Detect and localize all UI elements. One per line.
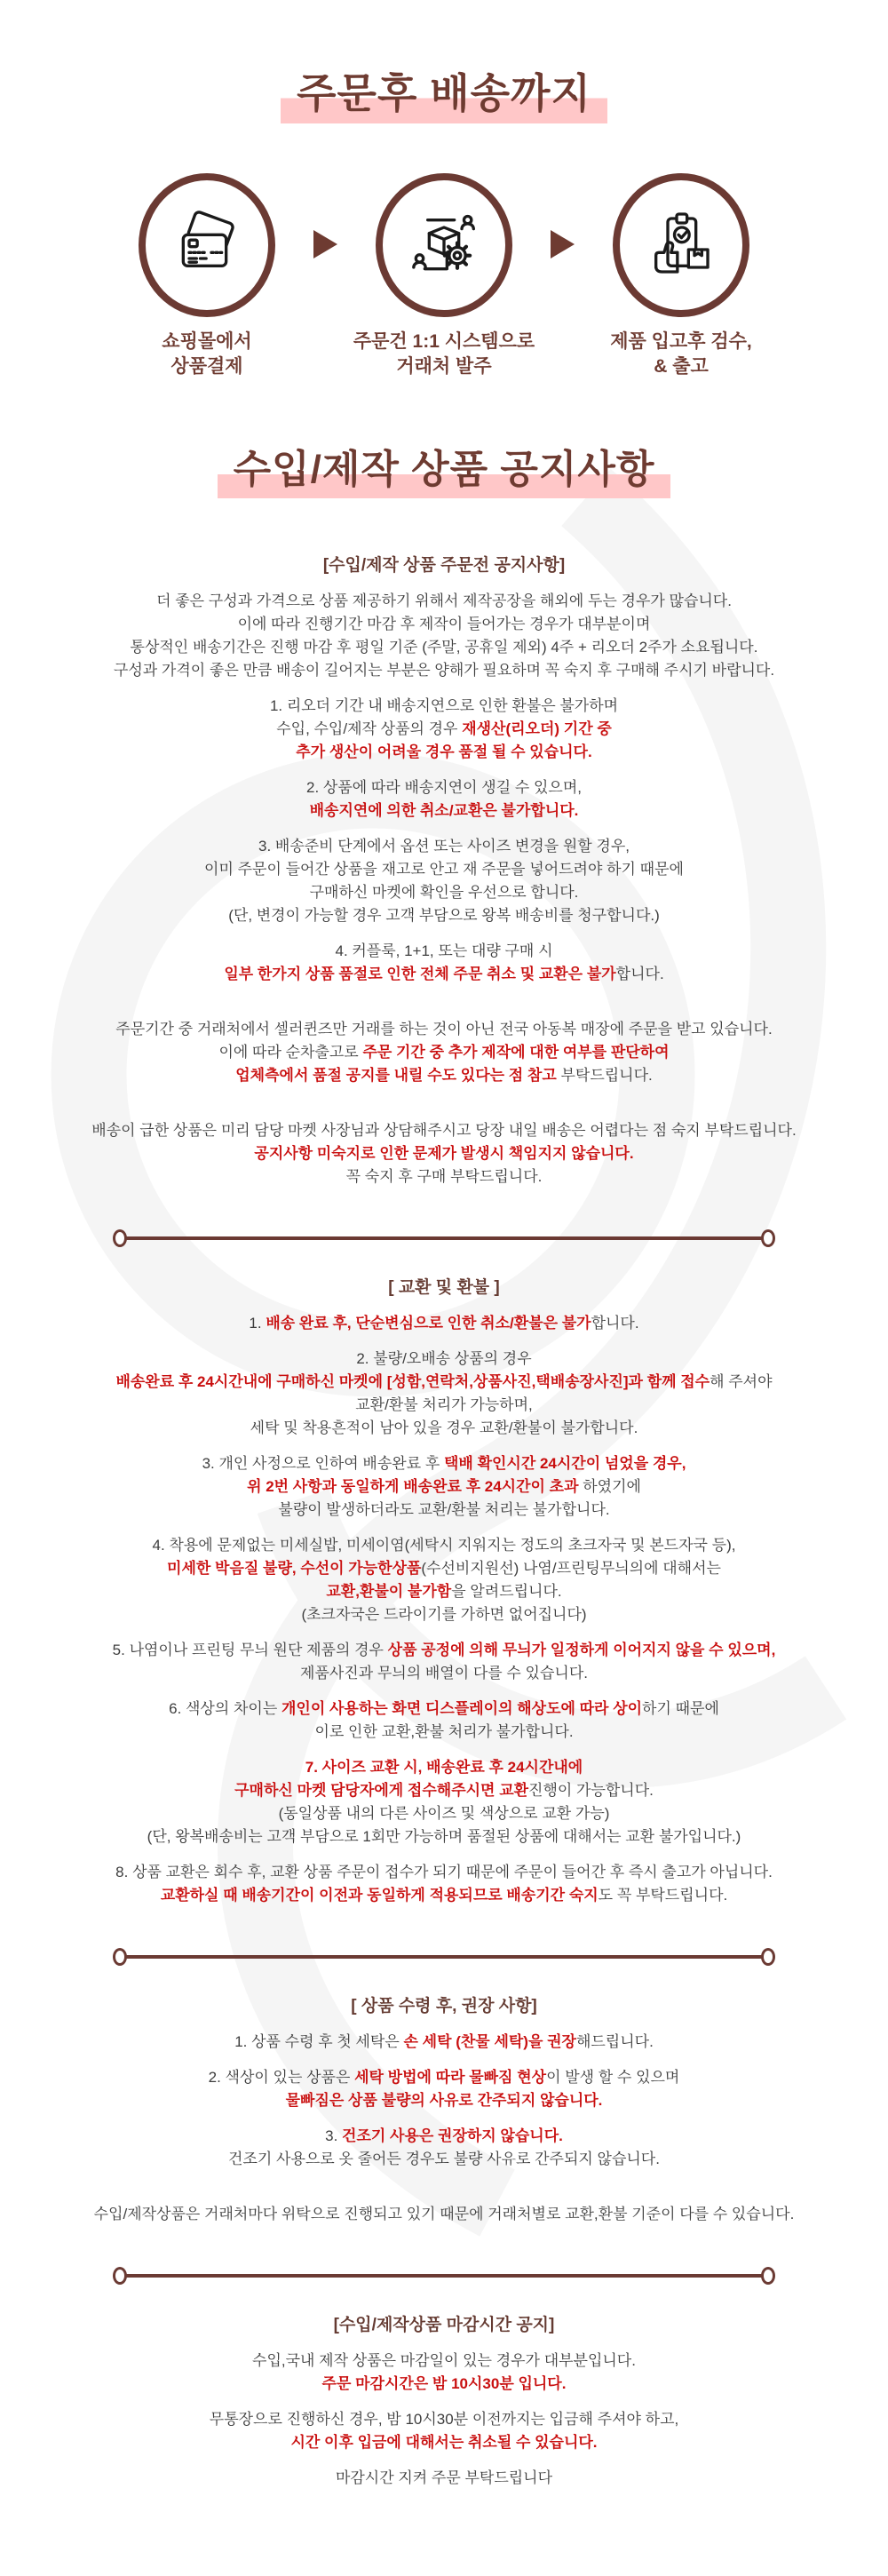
emphasis-red-text: 세탁 방법에 따라 물빠짐 현상	[354, 2068, 547, 2086]
notice-text: 불량이 발생하더라도 교환/환불 처리는 불가합니다.	[278, 1500, 610, 1518]
emphasis-red-text: 위 2번 사항과 동일하게 배송완료 후 24시간이 초과	[247, 1477, 579, 1495]
section-heading: [수입/제작상품 마감시간 공지]	[333, 2315, 555, 2334]
process-step-inspection	[576, 173, 786, 379]
divider-end-dot	[113, 2267, 127, 2285]
notice-text: 해드립니다.	[575, 2032, 654, 2050]
notice-line	[31, 1165, 857, 1189]
notice-text: 해 주셔야	[710, 1372, 773, 1390]
emphasis-red-text: 주문 마감시간은 밤 10시30분 입니다.	[321, 2374, 567, 2392]
notice-text: 이로 인한 교환,환불 처리가 불가합니다.	[314, 1722, 574, 1740]
notice-block	[31, 1697, 857, 1744]
notice-line	[31, 695, 857, 718]
step-label: 주문건 1:1 시스템으로 거래처 발주	[353, 330, 535, 377]
notice-text: (단, 왕복배송비는 고객 부담으로 1회만 가능하며 품절된 상품에 대해서는 교환 불가입니다.)	[147, 1827, 741, 1845]
notice-block	[31, 2349, 857, 2396]
notice-text: 2. 색상이 있는 상품은	[208, 2068, 355, 2086]
notice-text: 6. 색상의 차이는	[169, 1699, 281, 1717]
notice-text: 이에 따라 순차출고로	[218, 1043, 363, 1061]
notice-text: (초크자국은 드라이기를 가하면 없어집니다)	[301, 1605, 587, 1623]
notice-line	[31, 1662, 857, 1685]
notice-line	[31, 1534, 857, 1557]
notice-line	[31, 2066, 857, 2089]
emphasis-red-text: 물빠짐은 상품 불량의 사유로 간주되지 않습니다.	[285, 2091, 603, 2109]
notice-line	[31, 2148, 857, 2171]
notice-text: 하기 때문에	[642, 1699, 719, 1717]
emphasis-red-text: 상품 공정에 의해 무늬가 일정하게 이어지지 않을 수 있으며,	[387, 1641, 776, 1658]
notice-line	[31, 1452, 857, 1475]
divider-line	[126, 1955, 762, 1959]
notice-text: 3.	[325, 2127, 343, 2144]
arrow-right-icon	[313, 230, 337, 258]
notice-line	[31, 776, 857, 799]
notice-line	[31, 613, 857, 636]
emphasis-red-text: 구매하신 마켓 담당자에게 접수해주시면 교환	[234, 1781, 529, 1799]
notice-line	[31, 940, 857, 963]
divider-end-dot	[113, 1948, 127, 1966]
process-step-payment	[102, 173, 312, 379]
emphasis-red-text: 교환,환불이 불가함	[326, 1582, 452, 1600]
notice-line	[31, 1756, 857, 1779]
notice-text: 교환/환불 처리가 가능하며,	[355, 1395, 533, 1413]
notice-line	[31, 718, 857, 741]
notice-text: 이에 따라 진행기간 마감 후 제작이 들어가는 경우가 대부분이며	[237, 615, 651, 632]
inspection-icon	[646, 210, 717, 281]
notice-text: 구매하신 마켓에 확인을 우선으로 합니다.	[309, 883, 579, 901]
notice-line	[31, 2431, 857, 2454]
notice-body	[31, 555, 857, 2490]
step-icon-circle	[613, 173, 749, 317]
notice-line	[31, 636, 857, 659]
notice-text: 하였기에	[578, 1477, 641, 1495]
process-step-order-system	[339, 173, 549, 379]
notice-line	[31, 1371, 857, 1394]
notice-title: 수입/제작 상품 공지사항	[0, 449, 888, 498]
notice-text: 이미 주문이 들어간 상품을 재고로 안고 재 주문을 넣어드려야 하기 때문에	[204, 860, 684, 878]
divider-end-dot	[761, 1948, 775, 1966]
section-heading: [ 교환 및 환불 ]	[388, 1277, 500, 1297]
notice-text: (수선비지원선) 나염/프린팅무늬의에 대해서는	[421, 1559, 721, 1577]
emphasis-red-text: 재생산(리오더) 기간 중	[462, 720, 612, 737]
notice-block	[31, 1639, 857, 1685]
notice-block	[31, 1861, 857, 1907]
notice-text: 더 좋은 구성과 가격으로 상품 제공하기 위해서 제작공장을 해외에 두는 경우가 많습니다.	[156, 592, 732, 609]
divider-end-dot	[761, 2267, 775, 2285]
notice-line	[31, 1779, 857, 1802]
notice-line	[31, 1348, 857, 1371]
notice-text: 1. 리오더 기간 내 배송지연으로 인한 환불은 불가하며	[269, 696, 619, 714]
notice-text: 2. 상품에 따라 배송지연이 생길 수 있으며,	[306, 778, 582, 796]
order-system-icon	[408, 210, 480, 281]
emphasis-red-text: 7. 사이즈 교환 시, 배송완료 후 24시간내에	[305, 1758, 583, 1776]
notice-text: 1.	[249, 1314, 266, 1332]
notice-line	[31, 1041, 857, 1064]
notice-text: 수입, 수입/제작 상품의 경우	[276, 720, 463, 737]
section-divider	[113, 1229, 775, 1247]
notice-line	[31, 1417, 857, 1440]
notice-line	[31, 1142, 857, 1165]
notice-text: 진행이 가능합니다.	[528, 1781, 654, 1799]
notice-line	[31, 1580, 857, 1603]
notice-line	[31, 2031, 857, 2054]
notice-block	[31, 695, 857, 764]
notice-line	[31, 590, 857, 613]
notice-text: 4. 착용에 문제없는 미세실밥, 미세이염(세탁시 지워지는 정도의 초크자국 및 본드자국 등),	[152, 1536, 736, 1554]
notice-text: 제품사진과 무늬의 배열이 다를 수 있습니다.	[300, 1664, 588, 1682]
emphasis-red-text: 개인이 사용하는 화면 디스플레이의 해상도에 따라 상이	[281, 1699, 643, 1717]
emphasis-red-text: 배송 완료 후, 단순변심으로 인한 취소/환불은 불가	[266, 1314, 591, 1332]
notice-block	[31, 1756, 857, 1849]
section-divider	[113, 1948, 775, 1966]
emphasis-red-text: 공지사항 미숙지로 인한 문제가 발생시 책임지지 않습니다.	[254, 1144, 634, 1162]
emphasis-red-text: 교환하실 때 배송기간이 이전과 동일하게 적용되므로 배송기간 숙지	[160, 1886, 599, 1904]
notice-text: 3. 개인 사정으로 인하여 배송완료 후	[202, 1454, 444, 1472]
notice-text: 꼭 숙지 후 구매 부탁드립니다.	[345, 1167, 543, 1185]
notice-block	[31, 940, 857, 986]
notice-block	[31, 2467, 857, 2490]
notice-line	[31, 2467, 857, 2490]
notice-line	[31, 1394, 857, 1417]
notice-line	[31, 835, 857, 858]
divider-line	[126, 1236, 762, 1240]
notice-block	[31, 776, 857, 823]
notice-text: 무통장으로 진행하신 경우, 밤 10시30분 이전까지는 입금해 주셔야 하고,	[209, 2410, 679, 2428]
notice-text: 구성과 가격이 좋은 만큼 배송이 길어지는 부분은 양해가 필요하며 꼭 숙지 후 구매해 주시기 바랍니다.	[113, 661, 775, 679]
notice-block	[31, 835, 857, 927]
notice-text: 을 알려드립니다.	[451, 1582, 562, 1600]
emphasis-red-text: 일부 한가지 상품 품절로 인한 전체 주문 취소 및 교환은 불가	[224, 965, 616, 982]
notice-line	[31, 1639, 857, 1662]
notice-block	[31, 2031, 857, 2054]
notice-text: 세탁 및 착용흔적이 남아 있을 경우 교환/환불이 불가합니다.	[250, 1419, 638, 1436]
notice-block	[31, 2408, 857, 2454]
divider-line	[126, 2274, 762, 2278]
notice-line	[31, 1884, 857, 1907]
order-process-steps	[0, 173, 888, 379]
notice-text: 5. 나염이나 프린팅 무늬 원단 제품의 경우	[112, 1641, 388, 1658]
notice-line	[31, 1802, 857, 1825]
notice-text: 1. 상품 수령 후 첫 세탁은	[234, 2032, 404, 2050]
section-heading: [ 상품 수령 후, 권장 사항]	[351, 1996, 537, 2015]
emphasis-red-text: 주문 기간 중 추가 제작에 대한 여부를 판단하여	[362, 1043, 670, 1061]
notice-text: 부탁드립니다.	[560, 1066, 653, 1084]
notice-line	[31, 1064, 857, 1087]
notice-block	[31, 1018, 857, 1087]
notice-block	[31, 590, 857, 682]
notice-block	[31, 1119, 857, 1189]
notice-line	[31, 904, 857, 927]
notice-block	[31, 1534, 857, 1626]
step-label: 쇼핑몰에서 상품결제	[162, 330, 252, 377]
notice-line	[31, 659, 857, 682]
notice-line	[31, 1475, 857, 1499]
notice-line	[31, 858, 857, 881]
notice-line	[31, 2349, 857, 2373]
notice-text: (단, 변경이 가능할 경우 고객 부담으로 왕복 배송비를 청구합니다.)	[228, 906, 660, 924]
credit-card-icon	[171, 210, 242, 281]
divider-end-dot	[761, 1229, 775, 1247]
emphasis-red-text: 택배 확인시간 24시간이 넘었을 경우,	[444, 1454, 686, 1472]
notice-text: 이 발생 할 수 있으며	[546, 2068, 680, 2086]
notice-text: 8. 상품 교환은 회수 후, 교환 상품 주문이 접수가 되기 때문에 주문이 들어간 후 즉시 출고가 아닙니다.	[115, 1863, 773, 1880]
emphasis-red-text: 추가 생산이 어려울 경우 품절 될 수 있습니다.	[296, 743, 592, 760]
notice-line	[31, 1499, 857, 1522]
notice-text: 3. 배송준비 단계에서 옵션 또는 사이즈 변경을 원할 경우,	[258, 837, 630, 855]
emphasis-red-text: 건조기 사용은 권장하지 않습니다.	[342, 2127, 563, 2144]
notice-line	[31, 1018, 857, 1041]
notice-text: 마감시간 지켜 주문 부탁드립니다	[335, 2469, 553, 2486]
notice-line	[31, 2089, 857, 2112]
emphasis-red-text: 손 세탁 (찬물 세탁)을 권장	[403, 2032, 576, 2050]
notice-text: 수입/제작상품은 거래처마다 위탁으로 진행되고 있기 때문에 거래처별로 교환,환불 기준이 다를 수 있습니다.	[93, 2205, 795, 2222]
notice-line	[31, 1312, 857, 1335]
notice-text: 도 꼭 부탁드립니다.	[598, 1886, 728, 1904]
notice-line	[31, 1861, 857, 1884]
notice-text: 합니다.	[591, 1314, 639, 1332]
step-label: 제품 입고후 검수, & 출고	[610, 330, 752, 377]
notice-text: 4. 커플룩, 1+1, 또는 대량 구매 시	[335, 942, 553, 959]
divider-end-dot	[113, 1229, 127, 1247]
section-heading: [수입/제작 상품 주문전 공지사항]	[322, 555, 566, 575]
notice-line	[31, 799, 857, 823]
notice-line	[31, 881, 857, 904]
emphasis-red-text: 업체측에서 품절 공지를 내릴 수도 있다는 점 참고	[235, 1066, 561, 1084]
notice-line	[31, 2373, 857, 2396]
notice-block	[31, 2125, 857, 2171]
notice-block	[31, 2203, 857, 2226]
section-divider	[113, 2267, 775, 2285]
notice-text: 2. 불량/오배송 상품의 경우	[356, 1349, 532, 1367]
notice-text: 배송이 급한 상품은 미리 담당 마켓 사장님과 상담해주시고 당장 내일 배송은 어렵다는 점 숙지 부탁드립니다.	[91, 1121, 797, 1139]
notice-block	[31, 1312, 857, 1335]
notice-block	[31, 2066, 857, 2112]
notice-text: (동일상품 내의 다른 사이즈 및 색상으로 교환 가능)	[278, 1804, 610, 1822]
notice-line	[31, 1721, 857, 1744]
step-icon-circle	[376, 173, 512, 317]
notice-block	[31, 1348, 857, 1440]
arrow-right-icon	[551, 230, 575, 258]
emphasis-red-text: 배송지연에 의한 취소/교환은 불가합니다.	[309, 801, 579, 819]
notice-text: 합니다.	[615, 965, 664, 982]
notice-text: 수입,국내 제작 상품은 마감일이 있는 경우가 대부분입니다.	[252, 2351, 636, 2369]
notice-line	[31, 1557, 857, 1580]
emphasis-red-text: 미세한 박음질 불량, 수선이 가능한상품	[167, 1559, 422, 1577]
notice-line	[31, 741, 857, 764]
emphasis-red-text: 배송완료 후 24시간내에 구매하신 마켓에 [성함,연락처,상품사진,택배송장사진]과 함께 접수	[115, 1372, 710, 1390]
notice-text: 건조기 사용으로 옷 줄어든 경우도 불량 사유로 간주되지 않습니다.	[228, 2150, 660, 2167]
notice-line	[31, 1603, 857, 1626]
notice-line	[31, 2125, 857, 2148]
notice-line	[31, 1825, 857, 1849]
notice-line	[31, 2203, 857, 2226]
notice-line	[31, 2408, 857, 2431]
notice-line	[31, 1697, 857, 1721]
notice-line	[31, 963, 857, 986]
notice-line	[31, 1119, 857, 1142]
emphasis-red-text: 시간 이후 입금에 대해서는 취소될 수 있습니다.	[290, 2433, 598, 2451]
page-title: 주문후 배송까지	[0, 71, 888, 123]
step-icon-circle	[139, 173, 275, 317]
notice-text: 통상적인 배송기간은 진행 마감 후 평일 기준 (주말, 공휴일 제외) 4주 + 리오더 2주가 소요됩니다.	[130, 638, 758, 656]
notice-block	[31, 1452, 857, 1522]
notice-text: 주문기간 중 거래처에서 셀러퀸즈만 거래를 하는 것이 아닌 전국 아동복 매장에 주문을 받고 있습니다.	[115, 1020, 773, 1038]
